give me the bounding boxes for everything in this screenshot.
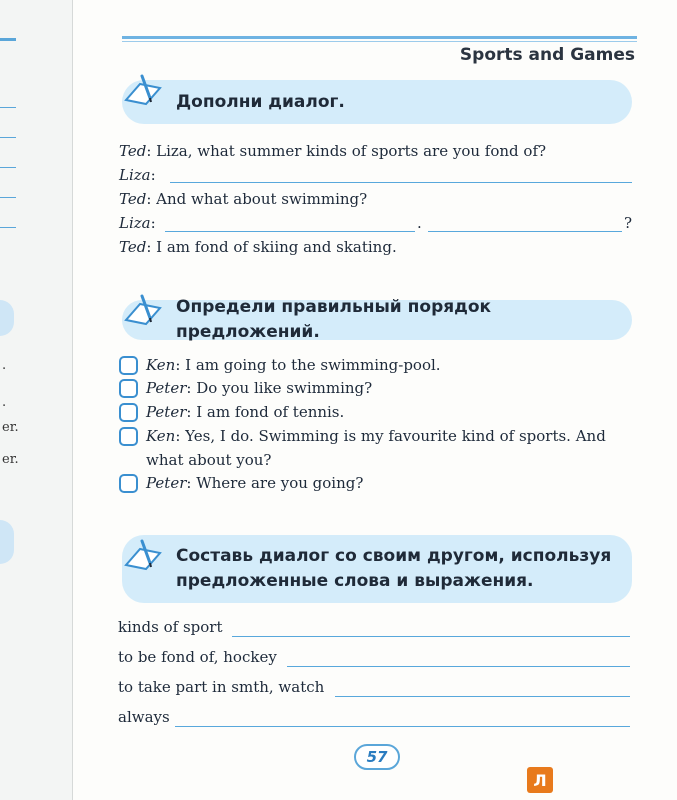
page-number: 57 [354,744,400,770]
header-rule-thin [122,41,637,42]
pencil-note-icon [120,535,168,583]
order-text: : Do you like swimming? [186,379,373,397]
speaker-name: Peter [146,379,187,397]
margin-tab [0,300,14,336]
dialog-text: : Liza, what summer kinds of sports are you fond of? [146,142,547,160]
dialog-text: : [150,166,156,184]
answer-blank[interactable] [165,231,415,232]
answer-blank[interactable] [170,182,632,183]
prompt-phrase: always [118,708,170,726]
answer-blank[interactable] [287,666,630,667]
speaker-name: Ted [119,142,147,160]
margin-fragment: er. [2,420,19,435]
task3-banner [122,535,632,603]
speaker-name: Ted [119,190,147,208]
publisher-logo: Л [527,767,553,793]
margin-rule [0,167,16,168]
margin-rule [0,38,16,41]
dialog-line [119,238,397,256]
order-item [146,379,372,397]
margin-tab [0,520,14,564]
header-rule [122,36,637,39]
pencil-note-icon [120,70,168,118]
task1-instruction: Дополни диалог. [176,91,345,112]
order-checkbox[interactable] [119,403,138,422]
answer-blank[interactable] [232,636,630,637]
dialog-text: : [150,214,156,232]
order-item [146,474,363,492]
dialog-line [119,190,367,208]
dialog-line [119,166,156,184]
order-text: : I am going to the swimming-pool. [175,356,441,374]
margin-fragment: er. [2,452,19,467]
question-mark: ? [624,214,633,232]
order-item [146,403,344,421]
margin-fragment: . [2,395,7,410]
section-title: Sports and Games [459,45,635,65]
dialog-line [119,214,156,232]
margin-rule [0,197,16,198]
task3-instruction-line2: предложенные слова и выражения. [176,571,534,591]
order-checkbox[interactable] [119,356,138,375]
dialog-line [119,142,546,160]
task1-banner [122,80,632,124]
dialog-text: : And what about swimming? [146,190,368,208]
order-text: : Yes, I do. Swimming is my favourite kind of sports. And [175,427,606,445]
order-checkbox[interactable] [119,427,138,446]
prompt-phrase: to take part in smth, watch [118,678,325,696]
order-item-continuation: what about you? [146,451,272,469]
task2-instruction: Определи правильный порядок предложений. [176,297,492,342]
answer-blank[interactable] [335,696,630,697]
order-checkbox[interactable] [119,379,138,398]
margin-rule [0,227,16,228]
answer-blank[interactable] [428,231,622,232]
pencil-note-icon [120,290,168,338]
dialog-text: : I am fond of skiing and skating. [146,238,397,256]
speaker-name: Peter [146,474,187,492]
answer-blank[interactable] [175,726,630,727]
period-mark: . [417,214,422,232]
order-text: : I am fond of tennis. [186,403,345,421]
task3-instruction-line1: Составь диалог со своим другом, используя [176,546,612,566]
prompt-phrase: to be fond of, hockey [118,648,277,666]
task2-banner [122,297,632,342]
order-item [146,427,606,445]
neighbour-page-edge [0,0,73,800]
order-text: : Where are you going? [186,474,364,492]
margin-rule [0,137,16,138]
speaker-name: Ken [146,356,176,374]
margin-fragment: . [2,358,7,373]
order-checkbox[interactable] [119,474,138,493]
order-item [146,356,441,374]
speaker-name: Ken [146,427,176,445]
task3-instruction [122,544,611,594]
prompt-phrase: kinds of sport [118,618,223,636]
speaker-name: Ted [119,238,147,256]
margin-rule [0,107,16,108]
speaker-name: Liza [119,214,151,232]
speaker-name: Peter [146,403,187,421]
speaker-name: Liza [119,166,151,184]
